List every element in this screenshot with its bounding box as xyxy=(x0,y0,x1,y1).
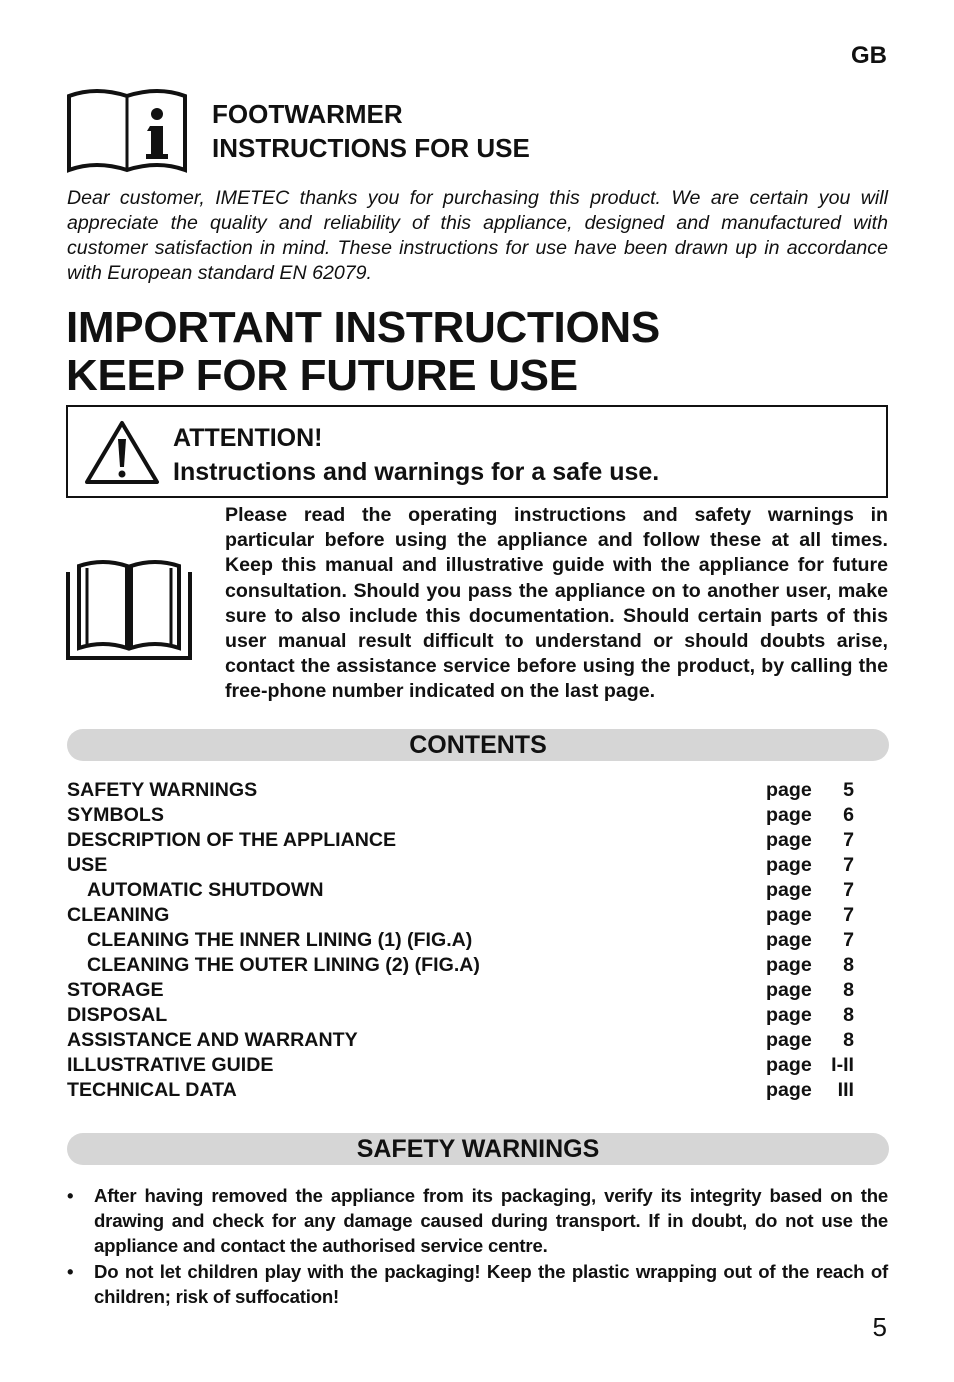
toc-page-word: page xyxy=(766,929,812,951)
toc-label: CLEANING THE INNER LINING (1) (FIG.A) xyxy=(87,929,473,951)
table-of-contents xyxy=(67,778,867,1103)
toc-row xyxy=(67,853,867,878)
toc-page-word: page xyxy=(766,804,812,826)
toc-label: USE xyxy=(67,854,108,876)
toc-page-word: page xyxy=(766,954,812,976)
toc-page-number: 7 xyxy=(843,829,854,851)
toc-row xyxy=(67,878,867,903)
toc-page-number: 7 xyxy=(843,854,854,876)
toc-page-number: 7 xyxy=(843,879,854,901)
attention-title: ATTENTION! xyxy=(173,424,323,452)
safety-warnings-heading: SAFETY WARNINGS xyxy=(67,1133,889,1165)
toc-page-word: page xyxy=(766,1054,812,1076)
open-book-icon xyxy=(65,558,193,662)
toc-page-number: 8 xyxy=(843,954,854,976)
attention-box xyxy=(66,405,888,498)
toc-row xyxy=(67,1053,867,1078)
toc-page-word: page xyxy=(766,854,812,876)
toc-page-word: page xyxy=(766,904,812,926)
document-title xyxy=(212,97,530,165)
read-instructions-notice: Please read the operating instructions and safety warnings in particular before using the appliance and follow these at all times. Keep this manual and illustrative guide with the appliance for future consultation. Should you pass the appliance on to another user, make sure to also include this documentation. Should certain parts of this user manual result difficult to understand or should doubts arise, contact the assistance service before using the product, by calling the free-phone number indicated on the last page. xyxy=(225,504,888,703)
title-product: FOOTWARMER xyxy=(212,99,403,129)
toc-row xyxy=(67,928,867,953)
toc-row xyxy=(67,1028,867,1053)
toc-row xyxy=(67,953,867,978)
contents-heading: CONTENTS xyxy=(67,729,889,761)
toc-page-word: page xyxy=(766,979,812,1001)
important-line-2: KEEP FOR FUTURE USE xyxy=(66,351,578,400)
language-code: GB xyxy=(851,42,887,69)
toc-page-number: 7 xyxy=(843,929,854,951)
intro-paragraph: Dear customer, IMETEC thanks you for purchasing this product. We are certain you will appreciate the quality and reliability of this appliance, designed and manufactured with customer satisfaction in mind. These instructions for use have been drawn up in accordance with European standard EN 62079. xyxy=(67,187,888,284)
toc-page-number: 8 xyxy=(843,1004,854,1026)
toc-page-word: page xyxy=(766,779,812,801)
toc-row xyxy=(67,978,867,1003)
important-line-1: IMPORTANT INSTRUCTIONS xyxy=(66,303,660,352)
toc-label: DISPOSAL xyxy=(67,1004,168,1026)
toc-page-word: page xyxy=(766,879,812,901)
toc-label: ILLUSTRATIVE GUIDE xyxy=(67,1054,274,1076)
toc-row xyxy=(67,778,867,803)
toc-page-number: 5 xyxy=(843,779,854,801)
attention-text xyxy=(173,421,659,489)
toc-row xyxy=(67,903,867,928)
bullet-text: After having removed the appliance from its packaging, verify its integrity based on the drawing and check for any damage caused during transport. If in doubt, do not use the appliance and contact the authorised service centre. xyxy=(94,1185,888,1257)
toc-label: AUTOMATIC SHUTDOWN xyxy=(87,879,324,901)
toc-page-word: page xyxy=(766,1029,812,1051)
toc-page-number: 8 xyxy=(843,1029,854,1051)
bullet-dot: • xyxy=(67,1185,74,1206)
toc-label: STORAGE xyxy=(67,979,164,1001)
important-heading xyxy=(66,304,660,400)
toc-row xyxy=(67,1078,867,1103)
bullet-text: Do not let children play with the packaging! Keep the plastic wrapping out of the reach of children; risk of suffocation! xyxy=(94,1260,888,1307)
safety-warnings-list xyxy=(67,1183,888,1309)
toc-page-word: page xyxy=(766,1079,812,1101)
page-number: 5 xyxy=(872,1312,887,1342)
toc-page-word: page xyxy=(766,829,812,851)
toc-label: CLEANING xyxy=(67,904,170,926)
toc-label: ASSISTANCE AND WARRANTY xyxy=(67,1029,358,1051)
toc-label: SAFETY WARNINGS xyxy=(67,779,258,801)
toc-row xyxy=(67,828,867,853)
toc-label: DESCRIPTION OF THE APPLIANCE xyxy=(67,829,397,851)
toc-label: TECHNICAL DATA xyxy=(67,1079,237,1101)
toc-page-word: page xyxy=(766,1004,812,1026)
toc-page-number: 7 xyxy=(843,904,854,926)
bullet-dot: • xyxy=(67,1260,74,1282)
toc-page-number: 6 xyxy=(843,804,854,826)
info-book-icon xyxy=(66,88,188,176)
toc-row xyxy=(67,1003,867,1028)
toc-label: SYMBOLS xyxy=(67,804,164,826)
warning-triangle-icon xyxy=(84,419,160,485)
toc-label: CLEANING THE OUTER LINING (2) (FIG.A) xyxy=(87,954,480,976)
toc-page-number: I-II xyxy=(831,1054,854,1076)
toc-row xyxy=(67,803,867,828)
toc-page-number: 8 xyxy=(843,979,854,1001)
toc-page-number: III xyxy=(837,1079,854,1101)
list-item xyxy=(67,1183,888,1259)
list-item xyxy=(67,1259,888,1309)
title-subtitle: INSTRUCTIONS FOR USE xyxy=(212,133,530,163)
attention-subtitle: Instructions and warnings for a safe use. xyxy=(173,458,660,486)
